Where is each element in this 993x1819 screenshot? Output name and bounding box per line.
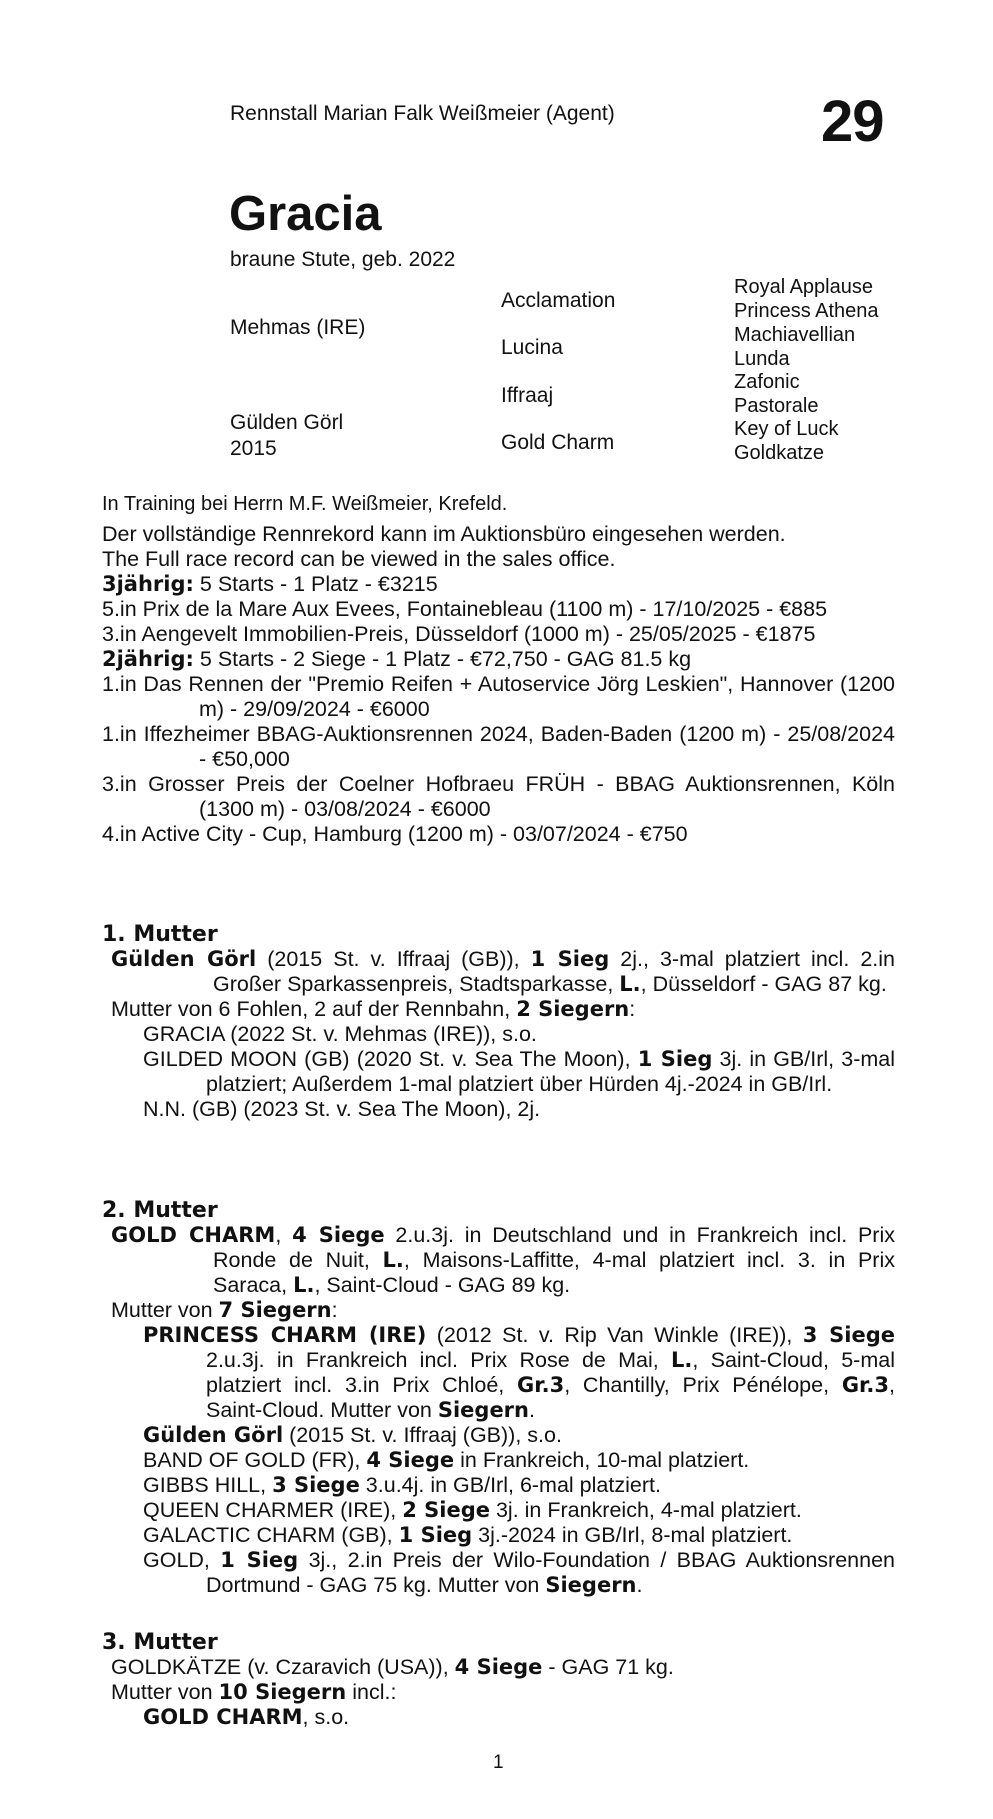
pedigree-dam-year: 2015 bbox=[230, 437, 277, 460]
two-yo-stats: 5 Starts - 2 Siege - 1 Platz - €72,750 - GAG 81.5 kg bbox=[193, 647, 692, 671]
pedigree-gen3: Machiavellian bbox=[734, 324, 856, 346]
dam3-winners: 10 Siegern bbox=[218, 1680, 347, 1704]
progeny-wins: 1 Sieg bbox=[637, 1047, 713, 1071]
dam2-listed: L. bbox=[382, 1248, 404, 1272]
dam3-produce bbox=[102, 1680, 895, 1705]
dam1-foals bbox=[102, 997, 895, 1022]
dam2-text: 2.u.3j. in Deutschland und in Frankreich incl. Prix Ronde de Nuit, bbox=[213, 1223, 895, 1272]
dam2-text: , Saint-Cloud - GAG 89 kg. bbox=[314, 1273, 571, 1297]
progeny-text: 3j. in GB/Irl, 3-mal platziert; Außerdem 1-mal platziert über Hürden 4j.-2024 in GB/Irl. bbox=[206, 1047, 896, 1096]
pedigree-dam: Gülden Görl bbox=[230, 411, 344, 434]
progeny-name: GOLD CHARM bbox=[143, 1705, 303, 1729]
progeny-text: (2015 St. v. Iffraaj (GB)), s.o. bbox=[283, 1423, 562, 1447]
dam2-colon: : bbox=[331, 1298, 338, 1322]
dam2-section bbox=[102, 1198, 895, 1598]
progeny-entry bbox=[102, 1473, 895, 1498]
progeny-text: QUEEN CHARMER (IRE), bbox=[143, 1498, 403, 1522]
progeny-group: Gr.3 bbox=[841, 1373, 890, 1397]
progeny-text: (2012 St. v. Rip Van Winkle (IRE)), bbox=[426, 1323, 803, 1347]
dam1-listed: L. bbox=[619, 972, 641, 996]
progeny-text: , Chantilly, Prix Pénélope, bbox=[564, 1373, 842, 1397]
progeny-entry bbox=[102, 1705, 895, 1730]
three-yo-stats: 5 Starts - 1 Platz - €3215 bbox=[193, 572, 438, 596]
dam2-heading: 2. Mutter bbox=[102, 1198, 218, 1223]
progeny-text: GILDED MOON (GB) (2020 St. v. Sea The Moon), bbox=[143, 1047, 638, 1071]
progeny-text: BAND OF GOLD (FR), bbox=[143, 1448, 367, 1472]
progeny-text: 3j. in Frankreich, 4-mal platziert. bbox=[489, 1498, 802, 1522]
progeny-entry: N.N. (GB) (2023 St. v. Sea The Moon), 2j. bbox=[143, 1097, 541, 1121]
horse-name: Gracia bbox=[229, 187, 382, 241]
pedigree-sire: Mehmas (IRE) bbox=[230, 316, 366, 339]
progeny-text: GOLD, bbox=[143, 1548, 221, 1572]
progeny-text: , s.o. bbox=[302, 1705, 350, 1729]
race-record bbox=[102, 522, 895, 847]
progeny-text: . bbox=[636, 1573, 643, 1597]
progeny-winners: Siegern bbox=[545, 1573, 637, 1597]
record-note-en: The Full race record can be viewed in the sales office. bbox=[102, 547, 616, 571]
dam2-name: GOLD CHARM bbox=[111, 1223, 276, 1247]
dam3-text: GOLDKÄTZE (v. Czaravich (USA)), bbox=[111, 1655, 455, 1679]
progeny-entry bbox=[102, 1047, 895, 1097]
record-note-de: Der vollständige Rennrekord kann im Auktionsbüro eingesehen werden. bbox=[102, 522, 786, 546]
race-entry: 5.in Prix de la Mare Aux Evees, Fontainebleau (1100 m) - 17/10/2025 - €885 bbox=[102, 597, 828, 621]
three-yo-summary bbox=[102, 572, 895, 597]
progeny-entry bbox=[102, 1323, 895, 1423]
dam3-text: - GAG 71 kg. bbox=[542, 1655, 674, 1679]
dam3-produce-text: Mutter von bbox=[111, 1680, 219, 1704]
two-yo-summary bbox=[102, 647, 895, 672]
progeny-text: . bbox=[529, 1398, 535, 1422]
race-entry: 1.in Iffezheimer BBAG-Auktionsrennen 2024, Baden-Baden (1200 m) - 25/08/2024 - €50,000 bbox=[102, 722, 895, 771]
dam3-wins: 4 Siege bbox=[454, 1655, 543, 1679]
dam2-winners: 7 Siegern bbox=[218, 1298, 332, 1322]
race-entry: 4.in Active City - Cup, Hamburg (1200 m) - 03/07/2024 - €750 bbox=[102, 822, 688, 846]
dam2-produce-text: Mutter von bbox=[111, 1298, 219, 1322]
progeny-text: 2.u.3j. in Frankreich incl. Prix Rose de Mai, bbox=[206, 1348, 672, 1372]
dam1-text: (2015 St. v. Iffraaj (GB)), bbox=[256, 947, 531, 971]
pedigree-gen3: Zafonic bbox=[734, 371, 800, 393]
dam1-text: 2j., 3-mal platziert incl. 2.in Großer Sparkassenpreis, Stadtsparkasse, bbox=[213, 947, 895, 996]
dam2-produce bbox=[102, 1298, 895, 1323]
progeny-text: , Saint-Cloud. Mutter von bbox=[206, 1373, 895, 1422]
dam2-text: , Maisons-Laffitte, 4-mal platziert incl. 3. in Prix Saraca, bbox=[213, 1248, 895, 1297]
two-yo-label: 2jährig: bbox=[102, 647, 194, 671]
progeny-wins: 2 Siege bbox=[402, 1498, 490, 1522]
dam1-text: , Düsseldorf - GAG 87 kg. bbox=[640, 972, 887, 996]
race-entry: 3.in Grosser Preis der Coelner Hofbraeu FRÜH - BBAG Auktionsrennen, Köln (1300 m) - 03/08/2024 - €6000 bbox=[102, 772, 895, 821]
horse-description: braune Stute, geb. 2022 bbox=[230, 248, 456, 271]
progeny-group: Gr.3 bbox=[517, 1373, 565, 1397]
dam3-produce-text: incl.: bbox=[346, 1680, 397, 1704]
pedigree-gen3: Goldkatze bbox=[734, 442, 825, 464]
progeny-entry bbox=[102, 1548, 895, 1598]
dam2-details bbox=[102, 1223, 895, 1298]
pedigree-gen2: Iffraaj bbox=[501, 384, 554, 407]
pedigree-gen3: Princess Athena bbox=[734, 300, 879, 322]
progeny-entry: GRACIA (2022 St. v. Mehmas (IRE)), s.o. bbox=[143, 1022, 537, 1046]
three-yo-label: 3jährig: bbox=[102, 572, 194, 596]
dam2-listed: L. bbox=[293, 1273, 315, 1297]
dam3-heading: 3. Mutter bbox=[102, 1630, 218, 1655]
progeny-entry bbox=[102, 1423, 895, 1448]
progeny-wins: 3 Siege bbox=[272, 1473, 360, 1497]
progeny-name: Gülden Görl bbox=[143, 1423, 284, 1447]
dam1-foals-text: Mutter von 6 Fohlen, 2 auf der Rennbahn, bbox=[111, 997, 517, 1021]
pedigree-gen3: Pastorale bbox=[734, 395, 819, 417]
progeny-wins: 3 Siege bbox=[802, 1323, 896, 1347]
agent-line: Rennstall Marian Falk Weißmeier (Agent) bbox=[230, 102, 615, 125]
pedigree-gen2: Acclamation bbox=[501, 289, 616, 312]
dam1-heading: 1. Mutter bbox=[102, 922, 218, 947]
progeny-wins: 4 Siege bbox=[366, 1448, 455, 1472]
dam1-wins: 1 Sieg bbox=[530, 947, 610, 971]
progeny-text: GIBBS HILL, bbox=[143, 1473, 273, 1497]
dam1-details bbox=[102, 947, 895, 997]
progeny-listed: L. bbox=[671, 1348, 693, 1372]
dam3-section bbox=[102, 1630, 895, 1730]
dam1-section bbox=[102, 922, 895, 1122]
progeny-text: 3.u.4j. in GB/Irl, 6-mal platziert. bbox=[359, 1473, 661, 1497]
progeny-entry bbox=[102, 1448, 895, 1473]
page-number: 1 bbox=[493, 1752, 504, 1773]
pedigree-gen3: Lunda bbox=[734, 348, 790, 370]
dam3-details bbox=[102, 1655, 895, 1680]
progeny-wins: 1 Sieg bbox=[398, 1523, 473, 1547]
pedigree-gen2: Gold Charm bbox=[501, 431, 615, 454]
progeny-text: GALACTIC CHARM (GB), bbox=[143, 1523, 399, 1547]
lot-number: 29 bbox=[821, 89, 884, 154]
progeny-name: PRINCESS CHARM (IRE) bbox=[143, 1323, 427, 1347]
progeny-text: 3j.-2024 in GB/Irl, 8-mal platziert. bbox=[472, 1523, 793, 1547]
dam1-name: Gülden Görl bbox=[111, 947, 257, 971]
race-entry: 3.in Aengevelt Immobilien-Preis, Düsseldorf (1000 m) - 25/05/2025 - €1875 bbox=[102, 622, 816, 646]
progeny-text: 3j., 2.in Preis der Wilo-Foundation / BBAG Auktionsrennen Dortmund - GAG 75 kg. Mutter von bbox=[206, 1548, 895, 1597]
progeny-entry bbox=[102, 1498, 895, 1523]
pedigree-gen3: Key of Luck bbox=[734, 418, 839, 440]
dam2-wins: 4 Siege bbox=[292, 1223, 385, 1247]
progeny-winners: Siegern bbox=[437, 1398, 529, 1422]
dam1-foals-winners: 2 Siegern bbox=[516, 997, 630, 1021]
training-note: In Training bei Herrn M.F. Weißmeier, Krefeld. bbox=[102, 493, 508, 515]
dam2-text: , bbox=[275, 1223, 293, 1247]
pedigree-gen3: Royal Applause bbox=[734, 276, 873, 298]
progeny-text: , Saint-Cloud, 5-mal platziert incl. 3.in Prix Chloé, bbox=[206, 1348, 895, 1397]
progeny-wins: 1 Sieg bbox=[220, 1548, 299, 1572]
pedigree-gen2: Lucina bbox=[501, 336, 563, 359]
progeny-text: in Frankreich, 10-mal platziert. bbox=[454, 1448, 750, 1472]
race-entry: 1.in Das Rennen der "Premio Reifen + Autoservice Jörg Leskien", Hannover (1200 m) - 29/09/2024 - €6000 bbox=[102, 672, 895, 721]
progeny-entry bbox=[102, 1523, 895, 1548]
dam1-foals-colon: : bbox=[629, 997, 636, 1021]
